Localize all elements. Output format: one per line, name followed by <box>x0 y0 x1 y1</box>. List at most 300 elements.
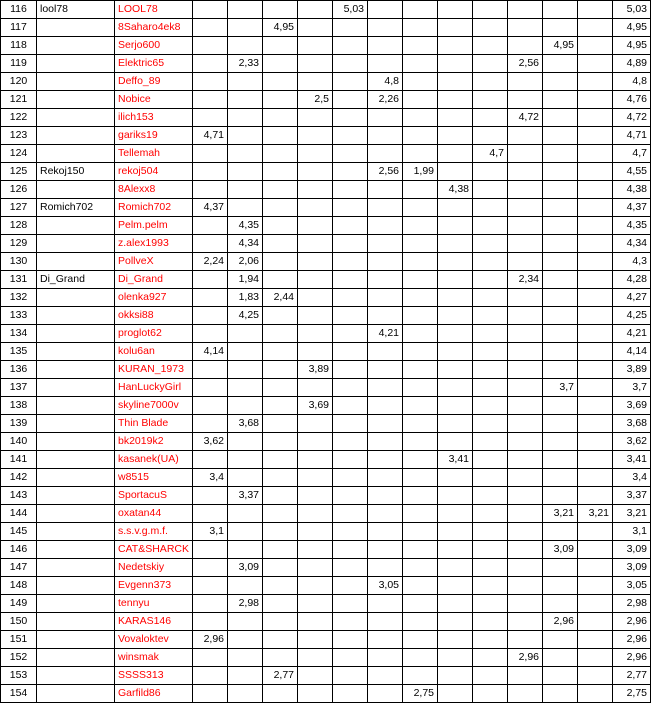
player-name-cell: KARAS146 <box>115 613 193 631</box>
group-cell <box>37 505 115 523</box>
score-cell <box>543 145 578 163</box>
score-cell: 5,03 <box>333 1 368 19</box>
table-row <box>1 685 651 703</box>
score-cell <box>368 505 403 523</box>
row-number-cell: 138 <box>1 397 37 415</box>
score-cell <box>193 19 228 37</box>
score-cell <box>298 1 333 19</box>
score-cell <box>263 613 298 631</box>
score-cell: 4,14 <box>193 343 228 361</box>
score-cell <box>438 1 473 19</box>
score-cell <box>193 505 228 523</box>
score-cell <box>298 325 333 343</box>
score-cell <box>578 307 613 325</box>
score-cell <box>578 91 613 109</box>
total-cell: 3,05 <box>613 577 651 595</box>
score-cell <box>438 253 473 271</box>
score-cell <box>298 37 333 55</box>
group-cell <box>37 145 115 163</box>
score-cell <box>578 685 613 703</box>
score-cell <box>193 163 228 181</box>
row-number-cell: 116 <box>1 1 37 19</box>
score-cell <box>578 667 613 685</box>
score-cell <box>473 91 508 109</box>
score-cell: 1,99 <box>403 163 438 181</box>
group-cell <box>37 91 115 109</box>
row-number-cell: 136 <box>1 361 37 379</box>
score-cell <box>333 469 368 487</box>
score-cell <box>368 343 403 361</box>
total-cell: 4,89 <box>613 55 651 73</box>
score-cell <box>578 19 613 37</box>
score-cell <box>438 127 473 145</box>
score-cell <box>263 73 298 91</box>
score-cell: 4,95 <box>263 19 298 37</box>
row-number-cell: 140 <box>1 433 37 451</box>
score-cell <box>578 127 613 145</box>
row-number-cell: 149 <box>1 595 37 613</box>
score-cell <box>228 685 263 703</box>
group-cell <box>37 613 115 631</box>
score-cell <box>368 271 403 289</box>
score-cell <box>438 91 473 109</box>
row-number-cell: 118 <box>1 37 37 55</box>
score-cell <box>543 595 578 613</box>
row-number-cell: 145 <box>1 523 37 541</box>
score-cell <box>508 343 543 361</box>
score-cell <box>333 181 368 199</box>
table-row <box>1 649 651 667</box>
score-cell <box>508 289 543 307</box>
score-cell: 4,34 <box>228 235 263 253</box>
group-cell <box>37 451 115 469</box>
score-cell <box>333 415 368 433</box>
score-cell <box>438 577 473 595</box>
score-cell <box>368 109 403 127</box>
score-cell <box>228 577 263 595</box>
score-cell <box>193 145 228 163</box>
score-cell <box>368 289 403 307</box>
score-cell <box>473 631 508 649</box>
total-cell: 4,28 <box>613 271 651 289</box>
score-cell <box>368 595 403 613</box>
score-cell <box>333 559 368 577</box>
score-cell <box>438 325 473 343</box>
total-cell: 4,95 <box>613 37 651 55</box>
score-cell <box>263 199 298 217</box>
score-cell: 3,05 <box>368 577 403 595</box>
player-name-cell: Tellemah <box>115 145 193 163</box>
score-cell <box>368 235 403 253</box>
total-cell: 4,8 <box>613 73 651 91</box>
player-name-cell: kasanek(UA) <box>115 451 193 469</box>
score-cell <box>263 361 298 379</box>
score-cell <box>438 289 473 307</box>
score-cell <box>403 595 438 613</box>
score-cell: 1,83 <box>228 289 263 307</box>
player-name-cell: rekoj504 <box>115 163 193 181</box>
score-cell <box>368 523 403 541</box>
total-cell: 3,09 <box>613 541 651 559</box>
score-cell <box>368 451 403 469</box>
score-cell <box>438 415 473 433</box>
row-number-cell: 139 <box>1 415 37 433</box>
player-name-cell: winsmak <box>115 649 193 667</box>
group-cell: lool78 <box>37 1 115 19</box>
score-cell <box>438 109 473 127</box>
score-cell <box>298 577 333 595</box>
score-cell <box>473 127 508 145</box>
score-cell <box>543 91 578 109</box>
score-cell <box>578 577 613 595</box>
table-row <box>1 37 651 55</box>
score-cell <box>298 127 333 145</box>
score-cell <box>263 271 298 289</box>
score-cell <box>473 163 508 181</box>
score-cell <box>473 181 508 199</box>
score-cell <box>228 631 263 649</box>
score-cell <box>438 397 473 415</box>
score-cell: 2,06 <box>228 253 263 271</box>
group-cell <box>37 343 115 361</box>
player-name-cell: Nobice <box>115 91 193 109</box>
player-name-cell: bk2019k2 <box>115 433 193 451</box>
player-name-cell: 8Saharo4ek8 <box>115 19 193 37</box>
score-cell <box>228 19 263 37</box>
score-cell <box>508 235 543 253</box>
score-cell <box>403 379 438 397</box>
score-cell <box>543 217 578 235</box>
row-number-cell: 141 <box>1 451 37 469</box>
group-cell <box>37 649 115 667</box>
score-cell <box>263 217 298 235</box>
row-number-cell: 150 <box>1 613 37 631</box>
score-cell <box>298 451 333 469</box>
score-cell <box>228 127 263 145</box>
row-number-cell: 143 <box>1 487 37 505</box>
score-cell <box>508 667 543 685</box>
score-cell <box>193 595 228 613</box>
score-cell <box>403 289 438 307</box>
score-cell <box>298 541 333 559</box>
score-cell <box>438 343 473 361</box>
score-cell <box>508 145 543 163</box>
score-cell <box>368 541 403 559</box>
total-cell: 3,37 <box>613 487 651 505</box>
score-cell <box>403 253 438 271</box>
score-cell <box>508 451 543 469</box>
score-cell <box>263 433 298 451</box>
score-cell <box>298 523 333 541</box>
score-cell <box>578 145 613 163</box>
total-cell: 3,4 <box>613 469 651 487</box>
player-name-cell: olenka927 <box>115 289 193 307</box>
player-name-cell: z.alex1993 <box>115 235 193 253</box>
score-cell <box>403 73 438 91</box>
total-cell: 2,77 <box>613 667 651 685</box>
score-cell: 4,25 <box>228 307 263 325</box>
score-cell <box>333 55 368 73</box>
score-cell <box>298 559 333 577</box>
score-cell <box>473 361 508 379</box>
score-cell <box>333 613 368 631</box>
score-cell: 3,09 <box>228 559 263 577</box>
table-row <box>1 631 651 649</box>
score-cell <box>263 163 298 181</box>
score-cell <box>508 307 543 325</box>
score-cell <box>368 433 403 451</box>
player-name-cell: PollveX <box>115 253 193 271</box>
player-name-cell: Garfild86 <box>115 685 193 703</box>
score-cell <box>193 559 228 577</box>
score-cell <box>263 541 298 559</box>
row-number-cell: 133 <box>1 307 37 325</box>
total-cell: 3,69 <box>613 397 651 415</box>
score-cell <box>473 523 508 541</box>
score-cell <box>473 577 508 595</box>
score-cell <box>578 433 613 451</box>
score-cell: 3,21 <box>578 505 613 523</box>
player-name-cell: Deffo_89 <box>115 73 193 91</box>
score-cell <box>263 91 298 109</box>
score-cell <box>368 667 403 685</box>
score-cell <box>473 199 508 217</box>
score-cell <box>403 469 438 487</box>
group-cell <box>37 631 115 649</box>
player-name-cell: CAT&SHARCK <box>115 541 193 559</box>
score-cell <box>333 397 368 415</box>
score-cell <box>263 415 298 433</box>
score-cell <box>508 541 543 559</box>
score-cell <box>333 667 368 685</box>
total-cell: 3,21 <box>613 505 651 523</box>
total-cell: 3,7 <box>613 379 651 397</box>
score-cell <box>298 253 333 271</box>
score-cell <box>193 217 228 235</box>
score-cell <box>403 541 438 559</box>
group-cell <box>37 595 115 613</box>
score-cell <box>473 73 508 91</box>
group-cell <box>37 325 115 343</box>
score-cell <box>543 361 578 379</box>
score-cell <box>228 37 263 55</box>
score-cell <box>333 379 368 397</box>
score-cell <box>473 19 508 37</box>
score-cell <box>508 37 543 55</box>
score-cell: 4,21 <box>368 325 403 343</box>
score-cell <box>263 577 298 595</box>
score-cell <box>578 469 613 487</box>
score-cell <box>473 217 508 235</box>
player-name-cell: Elektric65 <box>115 55 193 73</box>
score-cell <box>438 523 473 541</box>
score-cell: 2,96 <box>193 631 228 649</box>
row-number-cell: 153 <box>1 667 37 685</box>
score-cell <box>543 631 578 649</box>
score-cell <box>368 397 403 415</box>
total-cell: 4,27 <box>613 289 651 307</box>
table-body <box>1 1 651 703</box>
score-cell <box>543 469 578 487</box>
score-cell <box>263 685 298 703</box>
score-cell <box>333 19 368 37</box>
score-cell <box>368 559 403 577</box>
table-row <box>1 19 651 37</box>
score-cell <box>578 559 613 577</box>
score-cell <box>508 199 543 217</box>
score-cell <box>578 235 613 253</box>
score-cell <box>543 577 578 595</box>
score-cell <box>578 163 613 181</box>
score-cell <box>403 127 438 145</box>
group-cell <box>37 415 115 433</box>
score-cell <box>508 91 543 109</box>
score-cell <box>193 271 228 289</box>
group-cell: Di_Grand <box>37 271 115 289</box>
score-cell: 4,37 <box>193 199 228 217</box>
score-cell <box>438 433 473 451</box>
score-cell <box>578 109 613 127</box>
score-cell: 3,21 <box>543 505 578 523</box>
score-cell <box>508 559 543 577</box>
score-cell <box>403 199 438 217</box>
score-cell <box>438 469 473 487</box>
table-row <box>1 127 651 145</box>
score-cell <box>438 559 473 577</box>
total-cell: 4,35 <box>613 217 651 235</box>
score-cell <box>333 91 368 109</box>
player-name-cell: Serjo600 <box>115 37 193 55</box>
row-number-cell: 148 <box>1 577 37 595</box>
score-cell <box>333 649 368 667</box>
table-row <box>1 397 651 415</box>
score-cell <box>368 487 403 505</box>
score-cell <box>368 37 403 55</box>
score-cell <box>578 217 613 235</box>
score-cell <box>508 577 543 595</box>
score-cell <box>228 109 263 127</box>
group-cell <box>37 559 115 577</box>
score-cell <box>228 397 263 415</box>
score-cell <box>368 127 403 145</box>
score-cell <box>403 235 438 253</box>
table-row <box>1 271 651 289</box>
score-cell: 4,72 <box>508 109 543 127</box>
total-cell: 4,95 <box>613 19 651 37</box>
score-cell <box>403 451 438 469</box>
table-row <box>1 235 651 253</box>
total-cell: 2,75 <box>613 685 651 703</box>
score-cell <box>578 631 613 649</box>
player-name-cell: Thin Blade <box>115 415 193 433</box>
score-cell <box>368 379 403 397</box>
score-cell <box>578 541 613 559</box>
player-name-cell: okksi88 <box>115 307 193 325</box>
table-row <box>1 199 651 217</box>
score-cell <box>473 289 508 307</box>
score-cell <box>403 361 438 379</box>
row-number-cell: 125 <box>1 163 37 181</box>
score-cell <box>403 631 438 649</box>
score-cell <box>403 577 438 595</box>
score-cell <box>228 451 263 469</box>
score-cell <box>473 271 508 289</box>
score-cell <box>298 433 333 451</box>
score-cell <box>473 613 508 631</box>
score-cell <box>438 217 473 235</box>
player-name-cell: SSSS313 <box>115 667 193 685</box>
table-row <box>1 343 651 361</box>
score-cell <box>543 649 578 667</box>
group-cell <box>37 253 115 271</box>
score-cell <box>298 487 333 505</box>
score-cell <box>193 487 228 505</box>
score-cell <box>543 559 578 577</box>
row-number-cell: 129 <box>1 235 37 253</box>
total-cell: 4,3 <box>613 253 651 271</box>
score-cell <box>298 109 333 127</box>
score-cell <box>263 631 298 649</box>
score-cell <box>298 217 333 235</box>
score-cell <box>298 307 333 325</box>
player-name-cell: Pelm.pelm <box>115 217 193 235</box>
score-cell <box>473 109 508 127</box>
score-cell <box>298 667 333 685</box>
total-cell: 3,62 <box>613 433 651 451</box>
score-cell <box>578 451 613 469</box>
score-cell <box>193 613 228 631</box>
group-cell <box>37 37 115 55</box>
score-cell <box>298 289 333 307</box>
player-name-cell: LOOL78 <box>115 1 193 19</box>
table-row <box>1 289 651 307</box>
score-cell <box>368 145 403 163</box>
player-name-cell: Romich702 <box>115 199 193 217</box>
player-name-cell: kolu6an <box>115 343 193 361</box>
score-cell <box>438 361 473 379</box>
score-cell <box>508 523 543 541</box>
score-cell <box>333 73 368 91</box>
score-cell <box>403 433 438 451</box>
score-cell <box>333 307 368 325</box>
score-cell <box>333 505 368 523</box>
row-number-cell: 134 <box>1 325 37 343</box>
score-cell <box>193 181 228 199</box>
table-row <box>1 415 651 433</box>
score-cell <box>473 541 508 559</box>
group-cell <box>37 217 115 235</box>
score-cell <box>438 235 473 253</box>
group-cell <box>37 667 115 685</box>
group-cell <box>37 397 115 415</box>
score-cell <box>228 199 263 217</box>
score-cell <box>473 649 508 667</box>
score-cell <box>473 559 508 577</box>
row-number-cell: 152 <box>1 649 37 667</box>
row-number-cell: 142 <box>1 469 37 487</box>
score-cell: 1,94 <box>228 271 263 289</box>
score-cell <box>298 271 333 289</box>
score-cell <box>228 91 263 109</box>
group-cell: Romich702 <box>37 199 115 217</box>
score-cell <box>228 325 263 343</box>
score-cell <box>403 145 438 163</box>
score-cell <box>543 415 578 433</box>
total-cell: 3,09 <box>613 559 651 577</box>
score-cell <box>298 235 333 253</box>
score-cell <box>263 397 298 415</box>
score-cell <box>368 685 403 703</box>
